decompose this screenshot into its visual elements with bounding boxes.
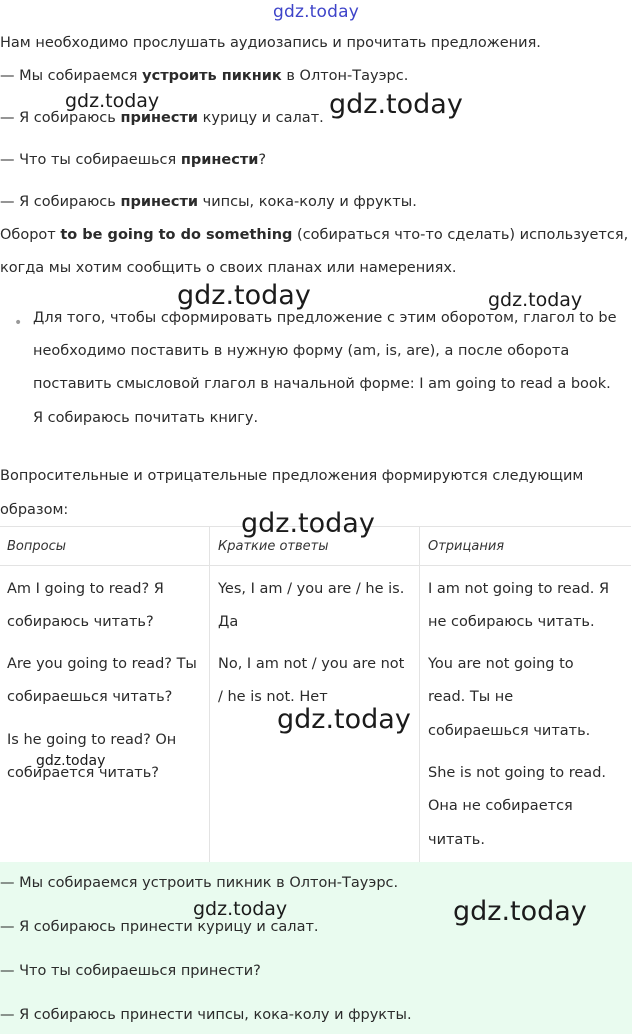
watermark: gdz.today xyxy=(193,898,288,920)
answer-block xyxy=(0,862,632,1034)
answer-line-4: — Я собираюсь принести чипсы, кока-колу и фрукты. xyxy=(0,1007,412,1023)
table-cell: Она не собирается xyxy=(428,798,573,814)
bullet-text-line-3: поставить смысловой глагол в начальной форме: I am going to read a book. xyxy=(33,376,611,392)
questions-intro-line-2: образом: xyxy=(0,502,69,518)
table-cell: / he is not. Нет xyxy=(218,689,328,705)
table-cell: read. Ты не xyxy=(428,689,514,705)
table-cell: Am I going to read? Я xyxy=(7,581,164,597)
site-logo[interactable]: gdz.today xyxy=(272,2,360,22)
dialog-line-2: — Я собираюсь принести курицу и салат. xyxy=(0,110,324,126)
bullet-text-line-4: Я собираюсь почитать книгу. xyxy=(33,410,259,426)
answer-line-3: — Что ты собираешься принести? xyxy=(0,963,261,979)
watermark: gdz.today xyxy=(277,704,411,735)
intro-text: Нам необходимо прослушать аудиозапись и прочитать предложения. xyxy=(0,35,541,51)
watermark: gdz.today xyxy=(488,289,583,311)
watermark: gdz.today xyxy=(177,280,311,311)
rule-text-line-2: когда мы хотим сообщить о своих планах или намерениях. xyxy=(0,260,457,276)
rule-text: Оборот to be going to do something (собираться что-то сделать) используется, xyxy=(0,227,629,243)
watermark: gdz.today xyxy=(241,508,375,539)
dialog-line-1: — Мы собираемся устроить пикник в Олтон-Тауэрс. xyxy=(0,68,409,84)
table-cell: собирается читать? xyxy=(7,765,159,781)
table-divider xyxy=(419,527,420,863)
table-header-negations: Отрицания xyxy=(428,539,505,554)
table-cell: Да xyxy=(218,614,239,630)
watermark: gdz.today xyxy=(65,90,160,112)
grammar-table xyxy=(0,526,631,864)
watermark: gdz.today xyxy=(453,896,587,927)
watermark: gdz.today xyxy=(329,89,463,120)
watermark: gdz.today xyxy=(36,753,106,769)
dialog-line-4: — Я собираюсь принести чипсы, кока-колу и фрукты. xyxy=(0,194,417,210)
table-cell: читать. xyxy=(428,832,485,848)
table-cell: No, I am not / you are not xyxy=(218,656,405,672)
dialog-line-3: — Что ты собираешься принести? xyxy=(0,152,267,168)
table-cell: I am not going to read. Я xyxy=(428,581,610,597)
questions-intro-line-1: Вопросительные и отрицательные предложения формируются следующим xyxy=(0,468,584,484)
table-cell: Are you going to read? Ты xyxy=(7,656,197,672)
table-cell: собираешься читать. xyxy=(428,723,591,739)
table-cell: Is he going to read? Он xyxy=(7,732,177,748)
table-header-questions: Вопросы xyxy=(7,539,66,554)
table-cell: собираюсь читать? xyxy=(7,614,154,630)
table-cell: собираешься читать? xyxy=(7,689,173,705)
answer-line-1: — Мы собираемся устроить пикник в Олтон-Тауэрс. xyxy=(0,875,399,891)
bullet-text-line-2: необходимо поставить в нужную форму (am, is, are), а после оборота xyxy=(33,343,570,359)
table-divider xyxy=(209,527,210,863)
table-header-divider xyxy=(0,565,631,566)
bullet-text-line-1: Для того, чтобы сформировать предложение с этим оборотом, глагол to be xyxy=(33,310,617,326)
table-cell: Yes, I am / you are / he is. xyxy=(218,581,405,597)
answer-line-2: — Я собираюсь принести курицу и салат. xyxy=(0,919,319,935)
bullet-marker-icon: • xyxy=(14,315,23,331)
table-cell: не собираюсь читать. xyxy=(428,614,595,630)
table-cell: She is not going to read. xyxy=(428,765,607,781)
table-cell: You are not going to xyxy=(428,656,574,672)
table-header-short-answers: Краткие ответы xyxy=(218,539,329,554)
